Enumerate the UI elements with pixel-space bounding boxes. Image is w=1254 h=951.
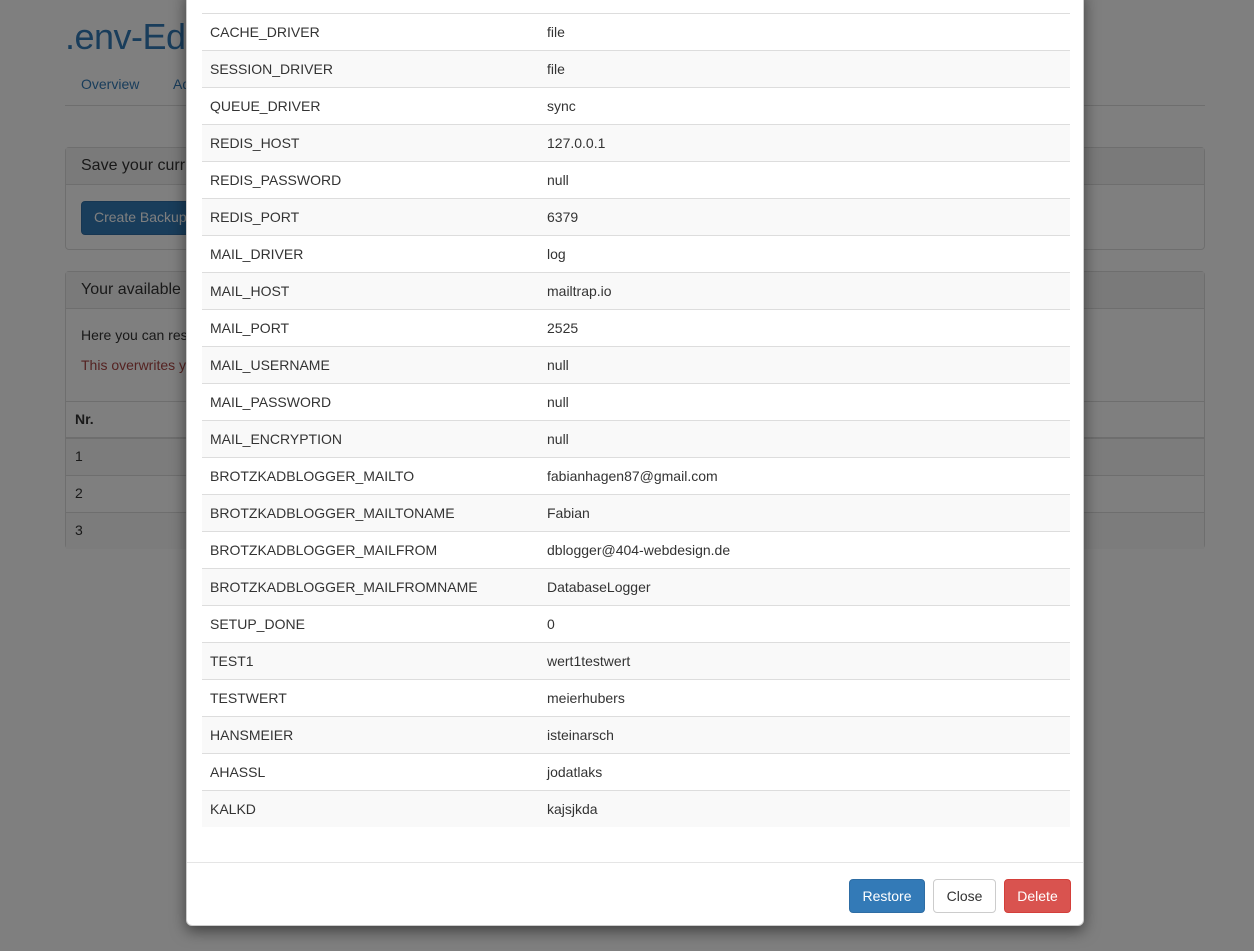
- env-key: TESTWERT: [210, 690, 287, 706]
- env-key: BROTZKADBLOGGER_MAILFROM: [210, 542, 438, 558]
- env-key: MAIL_PORT: [210, 320, 290, 336]
- table-row: [202, 568, 1070, 605]
- table-row: [202, 494, 1070, 531]
- table-row: [202, 161, 1070, 198]
- env-value: fabianhagen87@gmail.com: [547, 468, 718, 484]
- env-value: 127.0.0.1: [547, 135, 606, 151]
- env-variables-table: [202, 0, 1070, 827]
- env-value: file: [547, 61, 565, 77]
- backup-details-modal: [186, 0, 1084, 926]
- table-row: [202, 346, 1070, 383]
- table-row: [202, 716, 1070, 753]
- table-row: [202, 235, 1070, 272]
- env-key: MAIL_USERNAME: [210, 357, 330, 373]
- env-value: Fabian: [547, 505, 590, 521]
- table-row: [202, 679, 1070, 716]
- env-value: null: [547, 172, 569, 188]
- env-key: REDIS_HOST: [210, 135, 300, 151]
- table-row: [202, 124, 1070, 161]
- env-value: dblogger@404-webdesign.de: [547, 542, 731, 558]
- env-key: CACHE_DRIVER: [210, 24, 320, 40]
- env-key: QUEUE_DRIVER: [210, 98, 321, 114]
- table-row: [202, 50, 1070, 87]
- table-row: [202, 0, 1070, 13]
- env-key: BROTZKADBLOGGER_MAILTO: [210, 468, 415, 484]
- env-key: SESSION_DRIVER: [210, 61, 333, 77]
- env-value: null: [547, 394, 569, 410]
- env-value: log: [547, 246, 566, 262]
- table-row: [202, 383, 1070, 420]
- table-row: [202, 531, 1070, 568]
- env-key: REDIS_PASSWORD: [210, 172, 342, 188]
- table-row: [202, 753, 1070, 790]
- table-row: [202, 605, 1070, 642]
- env-key: MAIL_DRIVER: [210, 246, 304, 262]
- env-value: wert1testwert: [547, 653, 631, 669]
- env-key: KALKD: [210, 801, 256, 817]
- env-key: BROTZKADBLOGGER_MAILTONAME: [210, 505, 455, 521]
- env-key: AHASSL: [210, 764, 266, 780]
- restore-button[interactable]: Restore: [849, 879, 925, 913]
- table-row: [202, 272, 1070, 309]
- env-value: DatabaseLogger: [547, 579, 651, 595]
- env-value: kajsjkda: [547, 801, 598, 817]
- table-row: [202, 790, 1070, 827]
- delete-button[interactable]: Delete: [1004, 879, 1071, 913]
- env-key: REDIS_PORT: [210, 209, 300, 225]
- env-key: MAIL_HOST: [210, 283, 290, 299]
- env-key: TEST1: [210, 653, 254, 669]
- env-key: MAIL_PASSWORD: [210, 394, 332, 410]
- env-value: meierhubers: [547, 690, 625, 706]
- env-key: BROTZKADBLOGGER_MAILFROMNAME: [210, 579, 478, 595]
- table-row: [202, 457, 1070, 494]
- env-value: mailtrap.io: [547, 283, 612, 299]
- table-row: [202, 309, 1070, 346]
- table-row: [202, 642, 1070, 679]
- modal-footer: [187, 862, 1083, 927]
- env-value: file: [547, 24, 565, 40]
- close-button[interactable]: Close: [933, 879, 996, 913]
- env-key: HANSMEIER: [210, 727, 294, 743]
- table-row: [202, 87, 1070, 124]
- env-value: 0: [547, 616, 555, 632]
- env-key: SETUP_DONE: [210, 616, 305, 632]
- env-value: null: [547, 431, 569, 447]
- env-value: 6379: [547, 209, 579, 225]
- env-value: null: [547, 357, 569, 373]
- table-row: [202, 13, 1070, 50]
- table-row: [202, 420, 1070, 457]
- env-value: isteinarsch: [547, 727, 614, 743]
- env-value: jodatlaks: [547, 764, 603, 780]
- env-key: MAIL_ENCRYPTION: [210, 431, 342, 447]
- table-row: [202, 198, 1070, 235]
- env-value: sync: [547, 98, 576, 114]
- env-value: 2525: [547, 320, 579, 336]
